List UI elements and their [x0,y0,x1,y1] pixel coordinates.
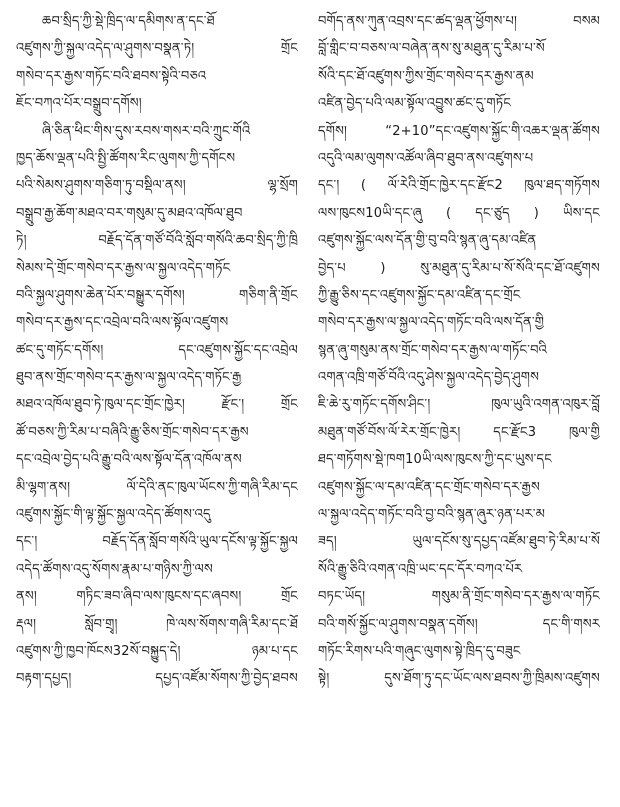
text-line: ཐུབ་ནས་གྲོང་གསེབ་དར་རྒྱས་ལ་སྐྱལ་འདེད་གཏོང་རྒྱ [16,370,242,386]
text-line: མི་ལྷག་ནས། ལོ་དེའི་ནང་ཁུལ་ཡོངས་ཀྱི་གཞི་རིམ་དང [16,479,298,495]
text-line: འཛུགས་སྐྱོང་ལ་དམ་འཛིན་དང་གྲོང་གསེབ་དར་རྒྱས [318,479,540,495]
text-line: བློ་གླིང་བ་བཅས་ལ་བཞེན་ནས་སུ་མཐུན་དུ་རིམ་པ་སོ [318,41,545,57]
text-line: འཛུགས་ཀྱི་ཁྱབ་ཁོངས32སོ་བསྐྱུད་དེ། ཉམ་པ་དང [16,643,298,659]
text-line: སྟེ། དུས་ཐོག་ཏུ་དང་ཡོང་ལས་ཐབས་ཀྱི་ཁྲིམས་འཛུགས [318,671,600,687]
text-line: གསེབ་དར་རྒྱས་དང་འབྲེལ་བའི་ལས་སྟོལ་འཛུགས [16,315,229,331]
text-line: བརྟག་དཔྱད། དཔྱད་འཛོམ་སོགས་ཀྱི་བྱེད་ཐབས [16,671,298,687]
text-line: བཏང་ཡོད། གསུམ་ནི་གྲོང་གསེབ་དར་རྒྱས་ལ་གཏོང [318,589,600,605]
text-line: འདུའི་ལམ་ལུགས་འཚོལ་ཞིབ་ཐུབ་ནས་འཛུགས་པ [318,150,534,166]
text-line: དང་། བརྗོད་དོན་སློབ་གསོའི་ཡུལ་དངོས་ལྟ་སྐྱོང་སྐྱལ [16,534,298,550]
text-line: འཛུགས་སྐྱོང་ལས་དོན་གྱི་བུ་བའི་སྙན་ཞུ་དམ་འཛིན [318,233,537,249]
text-line: རྡལ། སློབ་གྲྭ། ཁེ་ལས་སོགས་གཞི་རིམ་དང་ཐོ [16,616,298,632]
text-line: མཐའ་འཁོལ་ཐུབ་ཏེ་ཁུལ་དང་གྲོང་ཁྱེར། རྫོང་། གྲོང [16,397,298,413]
text-line: ལ་སྐྱལ་འདེད་གཏོང་བའི་བྱ་བའི་སྙན་ཞུར་ཉན་པར་མ [318,507,546,523]
text-line: ལས་ཁུངས10ཡི་དང་ཞུ ( དང་ཙུད ) ཡིས་དང [318,205,600,221]
text-line: སྙན་ཞུ་གསུམ་ནས་གྲོང་གསེབ་དར་རྒྱས་ལ་གཏོང་བའི [318,342,548,358]
text-line: བགོད་ནས་ཀུན་འབྲས་དང་ཚད་ལྡན་ཕྱོགས་པ། བསམ [318,14,600,29]
text-line: བྱེད་པ ) སུ་མཐུན་དུ་རིམ་པ་སོ་སོའི་དང་ཐོ་འཛུགས [318,260,600,276]
text-line: འགན་འཁྲི་གཙོ་བོའི་འདུ་ཤེས་སྐྱལ་འདེད་བྱེད་ཤུགས [318,370,540,386]
text-line: ཇི་ཆེ་རུ་གཏོང་དགོས་ཤིང་། ཁུལ་ཡུའི་འགན་འཁུར་བློ [318,397,600,413]
text-line: བསྒྲུབ་རྒྱ་ཆོག་མཐའ་བར་གསུམ་དུ་མཐའ་འཁོལ་ཐུབ [16,205,243,221]
text-line: བའི་གསོ་སྐྱོང་ལ་ཤུགས་བསྣན་དགོས། དང་གི་གསར [318,616,600,632]
text-line: ནས། གཏིང་ཟབ་ཞིབ་ལས་ཁུངས་དང་ཞབས། གྲོང [16,589,298,605]
text-line: ཁྱད་ཆོས་ལྡན་པའི་སྤྱི་ཚོགས་རིང་ལུགས་ཀྱི་དགོངས [16,150,236,166]
text-line: དང་། ( ལོ་རེའི་གྲོང་ཁྱེར་དང་རྫོང2 ཁུལ་ཐད་གཏོགས [318,178,600,194]
text-line: འཛིན་བྱེད་པའི་ལམ་སྟོལ་འབྱུས་ཚང་དུ་གཏོང [318,96,512,112]
text-line: ཀྱི་རྒྱུ་ཅིས་དང་འཛུགས་སྐྱོང་དམ་འཛིན་དང་གྲོང [318,287,521,303]
text-line: འདེད་ཚོགས་འདུ་སོགས་རྣམ་པ་གཉིས་ཀྱི་ལས [16,561,213,577]
text-line: ཟད། ཡུལ་དངོས་སུ་དཔྱད་འཛོམ་ཐུབ་ཏེ་རིམ་པ་སོ [318,534,600,550]
text-line: ཆབ་སྲིད་ཀྱི་སྡེ་ཁྲིད་ལ་དམིགས་ན་དང་ཐོ [42,14,215,29]
text-line: འཛུགས་སྐྱོང་གི་ལྟ་སྐྱོང་སྐྱལ་འདེད་ཚོགས་འདུ [16,507,211,523]
text-line: སོའི་རྒྱུ་ཅིའི་འགན་འཁྲི་ཡང་དང་དོར་བཀའ་པོར [318,561,523,577]
text-line: ཚོ་བཅས་ཀྱི་རིམ་པ་བཞིའི་རྒྱུ་ཅིས་གྲོང་གསེབ་དར་རྒྱས [16,424,249,440]
text-line: དང་འབྲེལ་བྱེད་པའི་རྒྱུ་བའི་ལས་སྟོལ་དོན་འཁོལ་ནས [16,452,242,468]
text-line: ཚང་དུ་གཏོང་དགོས། དང་འཛུགས་སྐྱོང་དང་འབྲེལ [16,342,298,358]
text-line: ཏེ། བརྗོད་དོན་གཙོ་བོའི་སློབ་གསོའི་ཆབ་སྲིད་ཀྱི་ཁྲི [16,233,298,249]
text-line: པའི་སེམས་ཤུགས་གཅིག་ཏུ་བསྡིལ་ནས། ལྷ་སྲོག [16,178,298,194]
text-line: ཐད་གཏོགས་སྡེ་ཁག10ཡི་ལས་ཁུངས་ཀྱི་དང་ཡུས་དང [318,452,552,468]
text-line: ཇོང་བཀའ་པོར་བསྒྲུབ་དགོས། [16,96,142,112]
text-line: དགོས། “2+10”དང་འཛུགས་སྐྱོང་གི་འཆར་ལྡན་ཚོགས [318,123,600,139]
text-line: བའི་སྐྱལ་ཤུགས་ཆེན་པོར་བསྒྱུར་དགོས། གཅིག་ནི་གྲོང [16,287,298,303]
text-line: མཐུན་གཙོ་བོས་ལོ་རེར་གྲོང་ཁྱེར། དང་རྫོང3 ཁུལ་གྱི [318,424,600,440]
left-text-column [16,8,298,807]
text-line: གཏོང་རིགས་པའི་གཞུང་ལུགས་སྟེ་ཁྲིད་དུ་བཟུང [318,643,521,659]
text-line: གསེབ་དར་རྒྱས་གཏོང་བའི་ཐབས་སྟེའི་བཅའ [16,68,207,84]
text-line: གསེབ་དར་རྒྱས་ལ་སྐྱལ་འདེད་གཏོང་བའི་ལས་དོན་གྱི [318,315,545,331]
right-text-column [318,8,600,807]
text-line: འཛུགས་ཀྱི་སྐྱལ་འདེད་ལ་ཤུགས་བསྣན་ཏེ། གྲོང [16,41,298,57]
text-line: ཞི་ཅིན་ཕིང་གིས་དུས་རབས་གསར་བའི་ཀྲུང་གོའི [42,123,251,139]
text-line: སོའི་དང་ཐོ་འཛུགས་ཀྱིས་གྲོང་གསེབ་དར་རྒྱས་ནམ [318,68,534,84]
text-line: སེམས་དེ་གྲོང་གསེབ་དར་རྒྱས་ལ་སྐྱལ་འདེད་གཏོང [16,260,231,276]
